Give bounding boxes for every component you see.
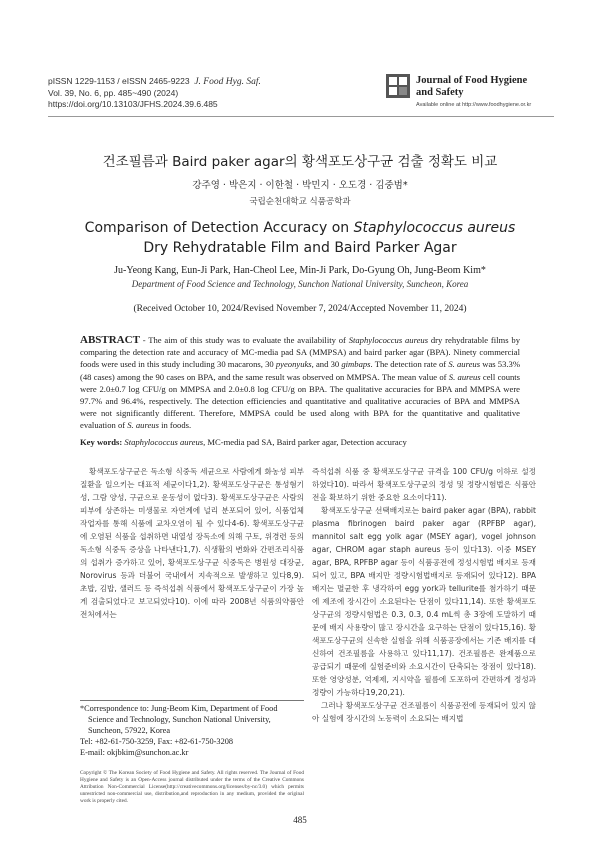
english-title-plain: Comparison of Detection Accuracy on bbox=[84, 220, 354, 236]
correspondence-email[interactable]: E-mail: okjbkim@sunchon.ac.kr bbox=[80, 748, 189, 757]
abstract-italic-3: gimbaps bbox=[341, 359, 371, 370]
english-title-italic: Staphylococcus aureus bbox=[353, 220, 516, 236]
keywords bbox=[80, 437, 520, 447]
abstract-italic-1: Staphylococcus aureus bbox=[348, 335, 429, 345]
copyright-notice: Copyright © The Korean Society of Food Hygiene and Safety. All rights reserved. The Journal of Food Hygiene and Safety is an Open-Access journal distributed under the terms of the Creative Commons Attribution Non-Commercial License(http://creativecommons.org/licenses/by-nc/3.0) which permits unrestricted non-commercial use, distribution,and reproduction in any medium, provided the original work is properly cited. bbox=[80, 770, 304, 804]
english-title-line2: Dry Rehydratable Film and Baird Parker Agar bbox=[143, 240, 457, 256]
keywords-rest: , MC-media pad SA, Baird parker agar, Detection accuracy bbox=[203, 437, 407, 447]
correspondence-line2: Science and Technology, Sunchon National University, bbox=[88, 715, 271, 724]
abstract-text-1: - The aim of this study was to evaluate the availability of bbox=[139, 335, 349, 345]
english-authors: Ju-Yeong Kang, Eun-Ji Park, Han-Cheol Lee, Min-Ji Park, Do-Gyung Oh, Jung-Beom Kim* bbox=[114, 265, 486, 276]
correspondence-line1: *Correspondence to: Jung-Beom Kim, Department of Food bbox=[80, 704, 278, 713]
journal-logo-icon bbox=[386, 74, 410, 98]
journal-name-line2: and Safety bbox=[416, 87, 464, 98]
keywords-label: Key words: bbox=[80, 437, 123, 447]
abstract-text-6: cell counts were 2.0±0.7 log CFU/g on MMPSA and 2.0±0.8 log CFU/g on BPA. The qualitative accuracies for BPA and MMPSA were 97.7% and 96.4%, respectively. The detection efficiencies and quantitative and qualitative accuracies of BPA and MMPSA were not significantly different. Therefore, MMPSA could be used along with BPA for the quantitative and qualitative evaluation of bbox=[80, 371, 521, 431]
abstract-label: ABSTRACT bbox=[80, 334, 140, 346]
abstract-text-3: , and 30 bbox=[311, 359, 342, 370]
journal-header-info bbox=[48, 76, 261, 110]
abstract-italic-5: S. aureus bbox=[448, 371, 481, 382]
correspondence-phone: Tel: +82-61-750-3259, Fax: +82-61-750-3208 bbox=[80, 737, 234, 746]
korean-authors: 강주영 · 박은지 · 이한철 · 박민지 · 오도경 · 김중범* bbox=[192, 180, 408, 191]
body-right-paragraph-2: 황색포도상구균 선택배지로는 baird paker agar (BPA), rabbit plasma fibrinogen baird paker agar (RPFBP agar), mannitol salt egg yolk agar (MSEY agar), vogel johnson agar, CHROM agar staph aureus 등이 있다13). 이중 MSEY agar, BPA, RPFBP agar 등이 식품공전에 정성시험법 배지로 등재되어 있고, BPA 배지만 정량시험법배지로 등재되어 있다12). BPA 배지는 멸균한 후 냉각하여 egg york과 tellurite를 첨가하기 때문에 제조에 장시간이 소요된다는 단점이 있다11,14). 또한 황색포도상구균의 정량시험법은 0.3, 0.3, 0.4 mL씩 총 3장에 도말하기 때문에 배지 사용량이 많고 장시간을 요구하는 단점이 있다15,16). 황색포도상구균의 신속한 실험을 위해 식품공장에서는 기존 배지를 대신하여 건조필름을 사용하고 있다11,17). 건조필름은 완제품으로 공급되기 때문에 실험준비와 소요시간이 단축되는 장점이 있다18). 또한 영양성분, 억제제, 지시약을 필름에 도포하여 간편하게 정성과 정량이 가능하다19,20,21). bbox=[312, 506, 536, 697]
body-left-paragraph: 황색포도상구균은 독소형 식중독 세균으로 사람에게 화농성 피부질환을 일으키는 대표적 세균이다1,2). 황색포도상구균은 통성혐기성, 그람 양성, 구균으로 운동성이 없다3). 황색포도상구균은 사람의 피부에 상존하는 미생물로 자연계에 널리 분포되어 있어, 식품업체 작업자를 통해 식품에 교차오염이 될 수 있다4-6). 황색포도상구균에 오염된 식품을 섭취하면 내열성 장독소에 의해 구토, 위경련 등의 독소형 식중독 증상을 나타낸다1,7). 식생활의 변화와 간편조리식품의 섭취가 증가하고 있어, 황색포도상구균 식중독은 병원성 대장균, Norovirus 등과 더불어 국내에서 지속적으로 발생하고 있다8,9). 초밥, 김밥, 샐러드 등 즉석섭취 식품에서 황색포도상구균이 가장 높게 검출되었다고 보고되었다10). 이에 따라 2008년 식품의약품안전처에서는 bbox=[80, 467, 304, 619]
korean-title: 건조필름과 Baird paker agar의 황색포도상구균 검출 정확도 비교 bbox=[102, 154, 498, 170]
english-affiliation: Department of Food Science and Technology, Sunchon National University, Suncheon, Korea bbox=[131, 279, 469, 289]
journal-website[interactable]: Available online at http://www.foodhygiene.or.kr bbox=[416, 102, 532, 108]
correspondence bbox=[80, 703, 304, 758]
journal-abbrev: J. Food Hyg. Saf. bbox=[194, 77, 261, 87]
english-title-line1 bbox=[0, 218, 600, 238]
abstract-text-4: . The detection rate of bbox=[370, 359, 449, 370]
header-rule bbox=[48, 116, 554, 117]
footnote-rule bbox=[80, 700, 304, 701]
doi-link[interactable]: https://doi.org/10.13103/JFHS.2024.39.6.485 bbox=[48, 99, 218, 109]
body-right-column bbox=[312, 465, 536, 725]
journal-name-line1: Journal of Food Hygiene bbox=[416, 75, 528, 86]
keywords-italic: Staphylococcus aureus bbox=[124, 437, 204, 447]
body-right-paragraph-3: 그러나 황색포도상구균 건조필름이 식품공전에 등재되어 있지 않아 실험에 장시간의 노동력이 소요되는 배지법 bbox=[312, 701, 536, 723]
body-left-column bbox=[80, 465, 304, 621]
volume-line: Vol. 39, No. 6, pp. 485~490 (2024) bbox=[48, 88, 179, 98]
abstract-italic-2: pyeonyuks bbox=[275, 359, 312, 370]
received-dates: (Received October 10, 2024/Revised November 7, 2024/Accepted November 11, 2024) bbox=[133, 304, 467, 314]
issn: pISSN 1229-1153 / eISSN 2465-9223 bbox=[48, 76, 190, 86]
abstract-text-5: was 53.3% (48 cases) among the 90 cases on BPA, and the same result was observed on MMPSA. The mean value of bbox=[80, 359, 520, 382]
journal-logo bbox=[386, 74, 554, 114]
abstract-text-7: in foods. bbox=[158, 420, 192, 431]
page-number: 485 bbox=[293, 815, 307, 825]
korean-affiliation: 국립순천대학교 식품공학과 bbox=[249, 197, 351, 207]
abstract bbox=[80, 334, 520, 432]
body-right-paragraph-1: 즉석섭취 식품 중 황색포도상구균 규격을 100 CFU/g 이하로 설정하였다10). 따라서 황색포도상구균의 정성 및 정량시험법은 식품안전을 확보하기 위한 중요한 요소이다11). bbox=[312, 467, 536, 502]
abstract-italic-6: S. aureus bbox=[127, 420, 159, 431]
correspondence-line3: Suncheon, 57922, Korea bbox=[88, 726, 171, 735]
abstract-italic-4: S. aureus bbox=[448, 359, 481, 370]
abstract-text-2: dry rehydratable films by comparing the detection rate and accuracy of MC-media pad SA (MMPSA) and baird parker agar (BPA). Ninety commercial foods were used in this study including 30 macarons, 30 bbox=[80, 335, 520, 370]
